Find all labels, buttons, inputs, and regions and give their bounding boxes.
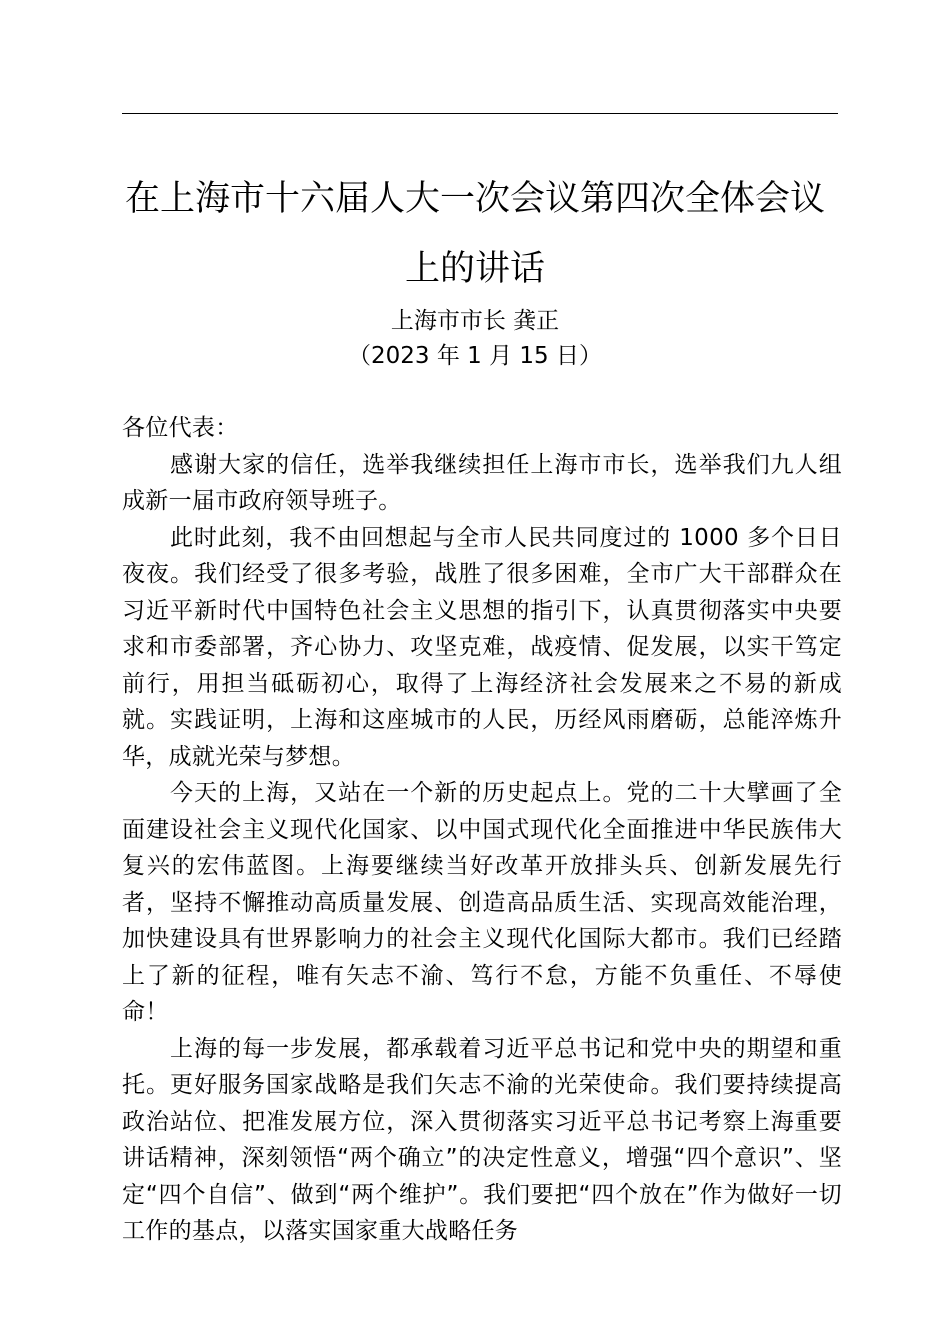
paragraph-2: 此时此刻，我不由回想起与全市人民共同度过的 1000 多个日日夜夜。我们经受了很多考验，战胜了很多困难，全市广大干部群众在习近平新时代中国特色社会主义思想的指引下，认真贯彻落实中央要求和市委部署，齐心协力、攻坚克难，战疫情、促发展，以实干笃定前行，用担当砥砺初心，取得了上海经济社会发展来之不易的新成就。实践证明，上海和这座城市的人民，历经风雨磨砺，总能淬炼升华，成就光荣与梦想。 (122, 524, 842, 770)
speech-title-line-2: 上的讲话 (404, 249, 545, 289)
speech-date: （2023 年 1 月 15 日） (348, 343, 602, 369)
speech-title-line-1: 在上海市十六届人大一次会议第四次全体会议 (124, 179, 825, 219)
paragraph-3: 今天的上海，又站在一个新的历史起点上。党的二十大擘画了全面建设社会主义现代化国家、以中国式现代化全面推进中华民族伟大复兴的宏伟蓝图。上海要继续当好改革开放排头兵、创新发展先行者，坚持不懈推动高质量发展、创造高品质生活、实现高效能治理，加快建设具有世界影响力的社会主义现代化国际大都市。我们已经踏上了新的征程，唯有矢志不渝、笃行不怠，方能不负重任、不辱使命！ (122, 780, 842, 1025)
paragraph-1: 感谢大家的信任，选举我继续担任上海市市长，选举我们九人组成新一届市政府领导班子。 (122, 451, 842, 514)
paragraph-4: 上海的每一步发展，都承载着习近平总书记和党中央的期望和重托。更好服务国家战略是我们矢志不渝的光荣使命。我们要持续提高政治站位、把准发展方位，深入贯彻落实习近平总书记考察上海重要讲话精神，深刻领悟“两个确立”的决定性意义，增强“四个意识”、坚定“四个自信”、做到“两个维护”。我们要把“四个放在”作为做好一切工作的基点，以落实国家重大战略任务 (122, 1035, 842, 1244)
salutation: 各位代表： (122, 415, 239, 441)
speech-body (122, 410, 842, 1250)
speaker-byline: 上海市市长 龚正 (390, 308, 560, 334)
header-rule (122, 113, 838, 114)
